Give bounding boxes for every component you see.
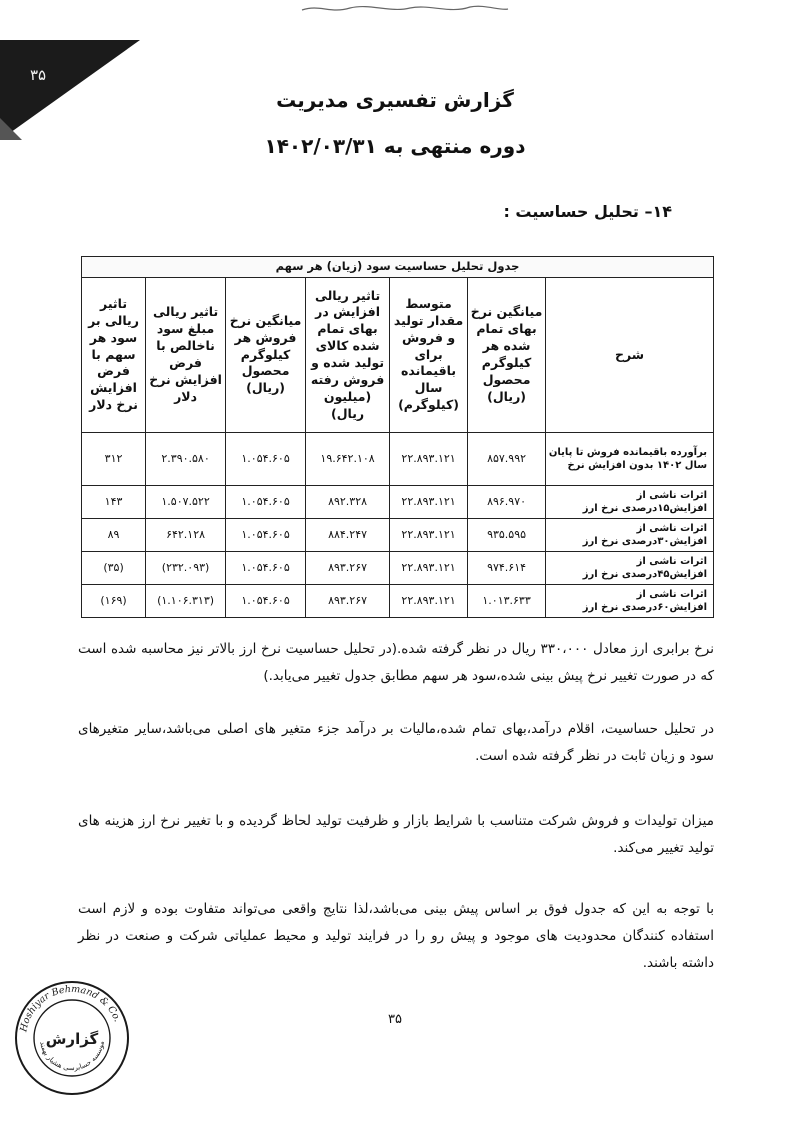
- table-cell: اثرات ناشی از افزایش۶۰درصدی نرخ ارز: [546, 585, 714, 618]
- table-row: [82, 433, 714, 486]
- column-header: میانگین نرخ بهای تمام شده هر کیلوگرم محصول (ریال): [468, 278, 546, 433]
- paragraph-variables: در تحلیل حساسیت، اقلام درآمد،بهای تمام شده،مالیات بر درآمد جزء متغیر های اصلی می‌باشد،سایر متغیرهای سود و زیان ثابت در نظر گرفته شده است.: [78, 721, 714, 764]
- table-cell: ۱۴۳: [82, 486, 146, 519]
- column-header: شرح: [546, 278, 714, 433]
- handwritten-mark: [300, 2, 510, 16]
- table-cell: ۲.۳۹۰.۵۸۰: [146, 433, 226, 486]
- table-header-row: [82, 278, 714, 433]
- table-cell: ۲۲.۸۹۳.۱۲۱: [390, 433, 468, 486]
- column-header: متوسط مقدار تولید و فروش برای باقیمانده سال (کیلوگرم): [390, 278, 468, 433]
- table-cell: ۱.۰۵۴.۶۰۵: [226, 433, 306, 486]
- table-cell: ۹۳۵.۵۹۵: [468, 519, 546, 552]
- table-cell: ۶۴۲.۱۲۸: [146, 519, 226, 552]
- paragraph-disclaimer: با توجه به این که جدول فوق بر اساس پیش بینی می‌باشد،لذا نتایج واقعی می‌تواند متفاوت بوده و لازم است استفاده کنندگان محدودیت های موجود و پیش رو را در فرایند تولید و محیط عملیاتی شرکت و صنعت در نظر داشته باشند.: [78, 901, 714, 971]
- column-header: تاثیر ریالی مبلغ سود ناخالص با فرض افزایش نرخ دلار: [146, 278, 226, 433]
- table-cell: ۱.۰۵۴.۶۰۵: [226, 486, 306, 519]
- table-cell: ۲۲.۸۹۳.۱۲۱: [390, 486, 468, 519]
- table-cell: (۲۳۲.۰۹۳): [146, 552, 226, 585]
- svg-text:Hoshiyar Behmand & Co.: [18, 984, 123, 1034]
- corner-page-tab: [0, 0, 140, 140]
- stamp-center-text: گزارش: [45, 1030, 99, 1048]
- stamp-outer-text: Hoshiyar Behmand & Co.: [18, 983, 123, 1033]
- sensitivity-table: [81, 256, 714, 618]
- table-cell: اثرات ناشی از افزایش۳۰درصدی نرخ ارز: [546, 519, 714, 552]
- table-cell: برآورده باقیمانده فروش تا پایان سال ۱۴۰۲ بدون افزایش نرخ: [546, 433, 714, 486]
- table-row: [82, 552, 714, 585]
- column-header: میانگین نرخ فروش هر کیلوگرم محصول (ریال): [226, 278, 306, 433]
- table-cell: ۳۱۲: [82, 433, 146, 486]
- table-cell: ۱.۵۰۷.۵۲۲: [146, 486, 226, 519]
- table-cell: (۳۵): [82, 552, 146, 585]
- table-cell: ۸۹۲.۳۲۸: [306, 486, 390, 519]
- table-cell: ۱.۰۵۴.۶۰۵: [226, 552, 306, 585]
- table-row: [82, 486, 714, 519]
- table-cell: ۸۹۶.۹۷۰: [468, 486, 546, 519]
- table-cell: ۱.۰۵۴.۶۰۵: [226, 519, 306, 552]
- table-cell: ۱۹.۶۴۲.۱۰۸: [306, 433, 390, 486]
- auditor-stamp: [12, 978, 132, 1098]
- table-cell: ۲۲.۸۹۳.۱۲۱: [390, 585, 468, 618]
- table-cell: اثرات ناشی از افزایش۴۵درصدی نرخ ارز: [546, 552, 714, 585]
- table-cell: ۱.۰۱۳.۶۳۳: [468, 585, 546, 618]
- table-row: [82, 585, 714, 618]
- table-row: [82, 519, 714, 552]
- table-cell: ۸۹: [82, 519, 146, 552]
- table-caption: جدول تحلیل حساسیت سود (زیان) هر سهم: [82, 257, 714, 278]
- table-cell: ۲۲.۸۹۳.۱۲۱: [390, 552, 468, 585]
- table-cell: اثرات ناشی از افزایش۱۵درصدی نرخ ارز: [546, 486, 714, 519]
- table-cell: ۸۹۳.۲۶۷: [306, 552, 390, 585]
- page-number: ۳۵: [388, 1012, 402, 1027]
- table-cell: ۸۵۷.۹۹۲: [468, 433, 546, 486]
- column-header: تاثیر ریالی افزایش در بهای تمام شده کالای تولید شده و فروش رفته (میلیون ریال): [306, 278, 390, 433]
- table-cell: ۱.۰۵۴.۶۰۵: [226, 585, 306, 618]
- paragraph-production: میزان تولیدات و فروش شرکت متناسب با شرایط بازار و ظرفیت تولید لحاظ گردیده و با تغییر نرخ ارز هزینه های تولید تغییر می‌کند.: [78, 813, 714, 856]
- section-heading: ۱۴– تحلیل حساسیت :: [503, 202, 672, 221]
- report-title: گزارش تفسیری مدیریت: [276, 88, 514, 112]
- column-header: تاثیر ریالی بر سود هر سهم با فرض افزایش نرخ دلار: [82, 278, 146, 433]
- paragraph-exchange-rate: نرخ برابری ارز معادل ۳۳۰،۰۰۰ ریال در نظر گرفته شده.(در تحلیل حساسیت نرخ ارز بالاتر نیز محاسبه شده است که در صورت تغییر نرخ پیش بینی شده،سود هر سهم مطابق جدول تغییر می‌یابد.): [78, 641, 714, 684]
- corner-page-number: ۳۵: [30, 66, 47, 84]
- table-cell: (۱۶۹): [82, 585, 146, 618]
- table-cell: ۲۲.۸۹۳.۱۲۱: [390, 519, 468, 552]
- report-period: دوره منتهی به ۱۴۰۲/۰۳/۳۱: [264, 134, 526, 158]
- table-cell: ۸۹۳.۲۶۷: [306, 585, 390, 618]
- table-cell: ۹۷۴.۶۱۴: [468, 552, 546, 585]
- stamp-inner-text: موسسه حسابرسی هشیار بهمند: [38, 1040, 106, 1073]
- table-cell: (۱.۱۰۶.۳۱۳): [146, 585, 226, 618]
- table-cell: ۸۸۴.۲۴۷: [306, 519, 390, 552]
